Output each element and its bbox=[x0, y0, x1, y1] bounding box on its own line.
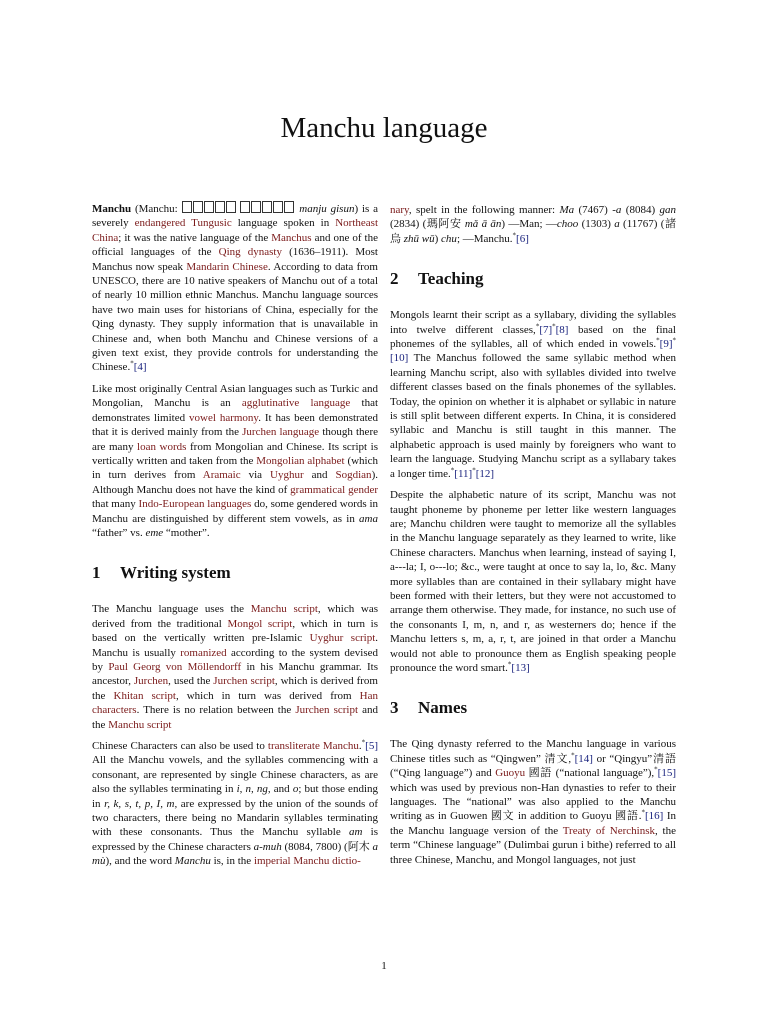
ref-12[interactable]: [12] bbox=[475, 467, 495, 480]
paragraph-names-1: The Qing dynasty referred to the Manchu language in various Chinese titles such as “Qingwen” 清文,*[14] or “Qingyu”清語 (“Qing language”) and Guoyu 國語 (“national language”),*[15] which was used by previous non-Han dynasties to refer to their languages. The “national” was also applied to the Manchu writing as in Guowen 國文 in addition to Guoyu 國語.*[16] In the Manchu language version of the Treaty of Nerchinsk, the term “Chinese language” (Dulimbai gurun i bithe) referred to all three Chinese, Manchu, and Mongol languages, not just bbox=[390, 738, 677, 866]
ref-16[interactable]: [16] bbox=[644, 810, 664, 823]
intro-paragraph: Manchu (Manchu: manju gisun) is a severely endangered Tungusic language spoken in Northeast China; it was the native language of the Manchus and one of the official languages of the Qing dynasty (1636–1911). Most Manchus now speak Mandarin Chinese. According to data from UNESCO, there are 10 native speakers of Manchu out of a total of nearly 10 million ethnic Manchus. Manchu language sources have two main uses for historians of China, especially for the Qing dynasty. They supply information that is unavailable in Chinese and, when both Manchu and Chinese versions of a given text exist, they provide controls for understanding the Chinese.*[4] bbox=[92, 203, 379, 374]
link-manchu-script[interactable]: Manchu script bbox=[250, 603, 318, 616]
right-column bbox=[390, 203, 676, 874]
paragraph-writing-1: The Manchu language uses the Manchu script, which was derived from the traditional Mongol script, which in turn is based on the vertically written pre-Islamic Uyghur script. Manchu is usually romanized according to the system devised by Paul Georg von Möllendorff in his Manchu grammar. Its ancestor, Jurchen, used the Jurchen script, which is derived from the Khitan script, which in turn was derived from Han characters. There is no relation between the Jurchen script and the Manchu script bbox=[92, 603, 379, 731]
link-khitan-script[interactable]: Khitan script bbox=[113, 689, 176, 702]
link-indo-european[interactable]: Indo-European languages bbox=[138, 498, 252, 511]
link-guoyu[interactable]: Guoyu bbox=[495, 767, 526, 780]
paragraph-teaching-1: Mongols learnt their script as a syllabary, dividing the syllables into twelve different classes,*[7]*[8] based on the final phonemes of the syllables, all of which ended in vowels.*[9]*[10] The Manchus followed the same syllabic method when learning Manchu script, also with syllables divided into twelve different classes based on the finals phonemes of the syllables. Today, the opinion on whether it is alphabet or syllabic in nature is still split between different experts. In China, it is considered syllabic and Manchu is still taught in this manner. The alphabetic approach is used mainly by foreigners who want to learn the language. Studying Manchu script as a syllabary takes a longer time.*[11]*[12] bbox=[390, 309, 676, 480]
section-heading-names: 3 Names bbox=[390, 698, 468, 718]
link-han-characters[interactable]: Han characters bbox=[92, 689, 378, 717]
section-heading-teaching: 2 Teaching bbox=[390, 269, 484, 289]
paragraph-writing-3: nary, spelt in the following manner: Ma (7467) -a (8084) gan (2834) (瑪阿安 mǎ ā ān) —Man; —choo (1303) a (11767) (諸烏 zhū wū) chu; —Manchu.*[6] bbox=[390, 204, 676, 245]
ref-9[interactable]: [9] bbox=[659, 338, 673, 351]
page-number: 1 bbox=[381, 960, 387, 972]
ref-8[interactable]: [8] bbox=[555, 323, 569, 336]
link-jurchen-script[interactable]: Jurchen script bbox=[213, 675, 275, 688]
ref-13[interactable]: [13] bbox=[511, 661, 530, 674]
paragraph-writing-2: Chinese Characters can also be used to transliterate Manchu.*[5] All the Manchu vowels, and the syllables commencing with a consonant, are represented by single Chinese characters, as are also the syllables terminating in i, n, ng, and o; but those ending in r, k, s, t, p, I, m, are expressed by the union of the sounds of two characters, there being no Mandarin syllables terminating with these consonants. Thus the Manchu syllable am is expressed by the Chinese characters a-muh (8084, 7800) (阿木 a mù), and the word Manchu is, in the imperial Manchu dictio- bbox=[92, 738, 378, 868]
link-qing-dynasty[interactable]: Qing dynasty bbox=[218, 246, 282, 259]
link-loan-words[interactable]: loan words bbox=[137, 440, 187, 453]
link-treaty-of-nerchinsk[interactable]: Treaty of Nerchinsk bbox=[562, 824, 655, 837]
paragraph-2: Like most originally Central Asian languages such as Turkic and Mongolian, Manchu is an agglutinative language that demonstrates limited vowel harmony. It has been demonstrated that it is derived mainly from the Jurchen language though there are many loan words from Mongolian and Chinese. Its script is vertically written and taken from the Mongolian alphabet (which in turn derives from Aramaic via Uyghur and Sogdian). Although Manchu does not have the kind of grammatical gender that many Indo-European languages do, some gendered words in Manchu are distinguished by different stem vowels, as in ama “father” vs. eme “mother”. bbox=[92, 382, 379, 539]
link-aramaic[interactable]: Aramaic bbox=[202, 469, 241, 482]
link-manchu-script-2[interactable]: Manchu script bbox=[108, 718, 172, 731]
ref-5[interactable]: [5] bbox=[365, 740, 378, 752]
link-transliterate[interactable]: transliterate Manchu bbox=[267, 740, 359, 752]
link-uyghur[interactable]: Uyghur bbox=[270, 469, 304, 482]
ref-7[interactable]: [7] bbox=[539, 323, 553, 336]
link-manchus[interactable]: Manchus bbox=[271, 231, 312, 244]
ref-15[interactable]: [15] bbox=[657, 767, 676, 780]
ref-6[interactable]: [6] bbox=[516, 232, 529, 245]
ref-11[interactable]: [11] bbox=[454, 467, 473, 480]
link-mongolian-alphabet[interactable]: Mongolian alphabet bbox=[256, 454, 345, 467]
ref-14[interactable]: [14] bbox=[574, 752, 593, 765]
link-sogdian[interactable]: Sogdian bbox=[335, 469, 372, 482]
link-uyghur-script[interactable]: Uyghur script bbox=[309, 632, 376, 645]
link-jurchen[interactable]: Jurchen bbox=[133, 675, 169, 688]
paragraph-teaching-2: Despite the alphabetic nature of its script, Manchu was not taught phoneme by phoneme per letter like western languages are; Manchu children were taught to memorize all the syllables in the Manchu language separately as they learned to write, like Chinese characters. Manchus when learning, instead of saying I, a---la; I, o---lo; &c., were taught at once to say la, lo, &c. Many more syllables than are contained in their syllabary might have been formed with their letters, but they were not accustomed to arrange them otherwise. They made, for instance, no such use of the consonants I, m, n, and r, as westerners do; hence if the Manchu letters s, m, a, r, t, are joined in that order a Manchu would not able to pronounce them as English speaking people pronounce the word smart.*[13] bbox=[390, 489, 676, 674]
section-heading-writing-system: 1 Writing system bbox=[92, 563, 231, 583]
link-agglutinative[interactable]: agglutinative language bbox=[241, 397, 351, 410]
link-endangered-tungusic[interactable]: endangered Tungusic bbox=[134, 217, 232, 230]
link-mollendorff[interactable]: Paul Georg von Möllendorff bbox=[108, 660, 242, 673]
link-romanized[interactable]: romanized bbox=[180, 646, 227, 659]
link-grammatical-gender[interactable]: grammatical gender bbox=[290, 483, 378, 496]
ref-10[interactable]: [10] bbox=[390, 352, 409, 365]
link-mandarin-chinese[interactable]: Mandarin Chinese bbox=[186, 260, 268, 273]
link-mongol-script[interactable]: Mongol script bbox=[227, 617, 293, 630]
link-jurchen-script-2[interactable]: Jurchen script bbox=[295, 704, 359, 717]
link-vowel-harmony[interactable]: vowel harmony bbox=[189, 411, 259, 424]
link-imperial-dictionary[interactable]: imperial Manchu dictio- bbox=[253, 855, 361, 868]
ref-4[interactable]: [4] bbox=[133, 361, 147, 374]
page-title: Manchu language bbox=[280, 112, 488, 144]
link-jurchen-language[interactable]: Jurchen language bbox=[242, 426, 320, 439]
link-northeast-china[interactable]: Northeast China bbox=[92, 217, 378, 244]
left-column bbox=[92, 201, 378, 876]
